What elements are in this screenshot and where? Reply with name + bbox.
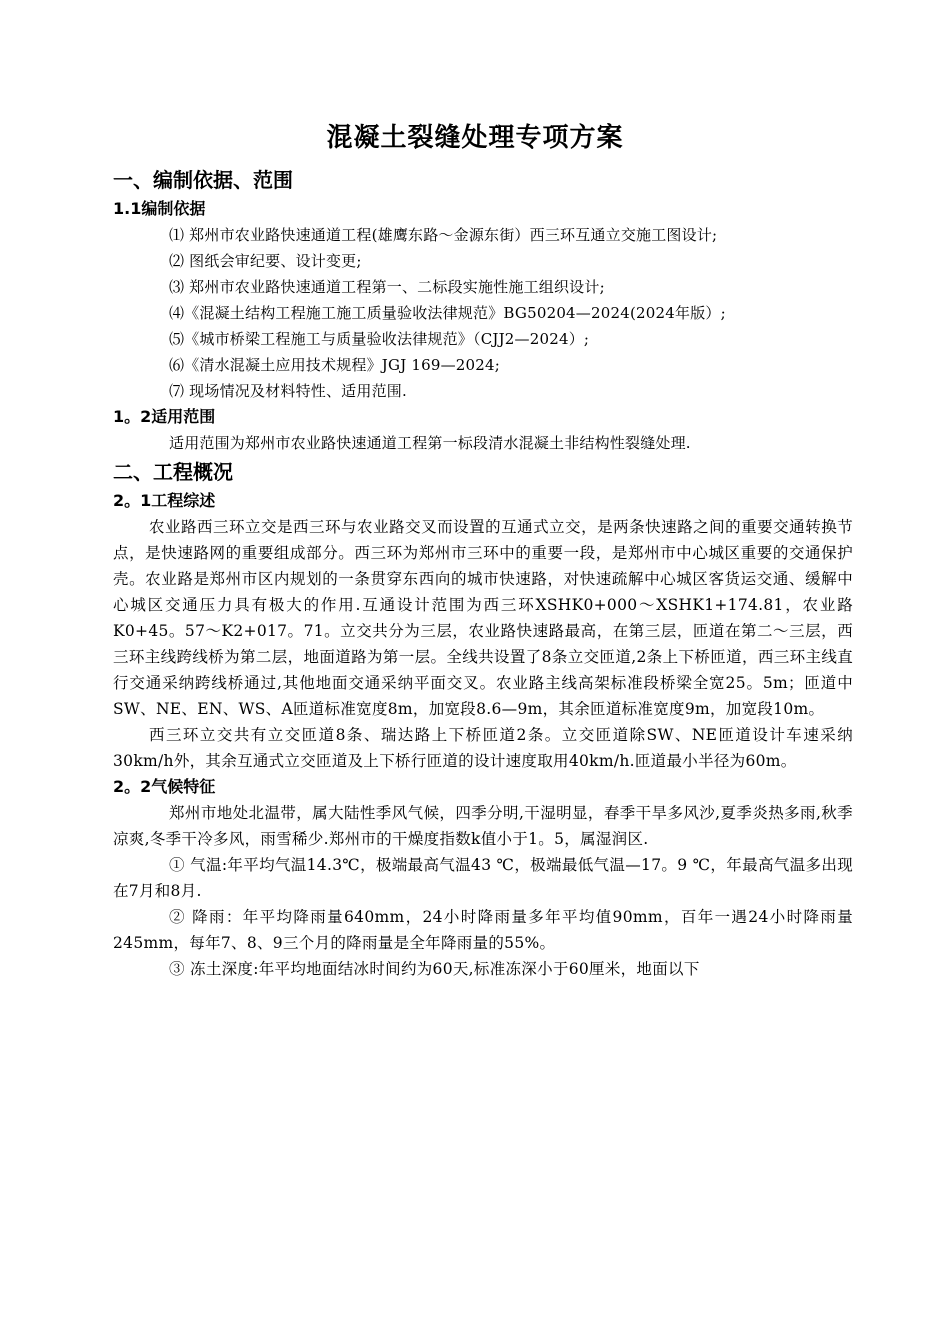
basis-item-3: ⑶ 郑州市农业路快速通道工程第一、二标段实施性施工组织设计; xyxy=(169,278,605,296)
summary-paragraph-1: 农业路西三环立交是西三环与农业路交叉而设置的互通式立交，是两条快速路之间的重要交通转换节点，是快速路网的重要组成部分。西三环为郑州市三环中的重要一段，是郑州市中心城区重要的交通保护壳。农业路是郑州市区内规划的一条贯穿东西向的城市快速路，对快速疏解中心城区客货运交通、缓解中心城区交通压力具有极大的作用.互通设计范围为西三环XSHK0+000～XSHK1+174.81，农业路K0+45。57～K2+017。71。立交共分为三层，农业路快速路最高，在第三层，匝道在第二～三层，西三环主线跨线桥为第二层，地面道路为第一层。全线共设置了8条立交匝道,2条上下桥匝道，西三环主线直行交通采纳跨线桥通过,其他地面交通采纳平面交叉。农业路主线高架标准段桥梁全宽25。5m；匝道中SW、NE、EN、WS、A匝道标准宽度8m，加宽段8.6—9m，其余匝道标准宽度9m，加宽段10m。 xyxy=(113,518,853,718)
summary-paragraph-2: 西三环立交共有立交匝道8条、瑞达路上下桥匝道2条。立交匝道除SW、NE匝道设计车速采纳30km/h外，其余互通式立交匝道及上下桥行匝道的设计速度取用40km/h.匝道最小半径为60m。 xyxy=(113,726,853,770)
subsection-heading-climate: 2。2气候特征 xyxy=(113,777,216,796)
basis-item-6: ⑹《清水混凝土应用技术规程》JGJ 169—2024; xyxy=(169,356,501,374)
climate-temperature: ① 气温:年平均气温14.3℃，极端最高气温43 ℃，极端最低气温—17。9 ℃，年最高气温多出现在7月和8月. xyxy=(113,856,853,900)
basis-item-7: ⑺ 现场情况及材料特性、适用范围. xyxy=(169,382,407,400)
basis-item-1: ⑴ 郑州市农业路快速通道工程(雄鹰东路～金源东街）西三环互通立交施工图设计; xyxy=(169,226,718,244)
basis-item-4: ⑷《混凝土结构工程施工施工质量验收法律规范》BG50204—2024(2024年版）; xyxy=(169,304,726,322)
climate-rainfall: ② 降雨：年平均降雨量640mm，24小时降雨量多年平均值90mm，百年一遇24小时降雨量245mm，每年7、8、9三个月的降雨量是全年降雨量的55%。 xyxy=(113,908,853,952)
document-title: 混凝土裂缝处理专项方案 xyxy=(326,123,624,153)
subsection-heading-basis: 1.1编制依据 xyxy=(113,199,206,218)
document-body xyxy=(113,164,853,982)
basis-item-2: ⑵ 图纸会审纪要、设计变更; xyxy=(169,252,362,270)
basis-item-5: ⑸《城市桥梁工程施工与质量验收法律规范》（CJJ2—2024）; xyxy=(169,330,590,348)
section-heading-basis: 一、编制依据、范围 xyxy=(113,168,293,192)
climate-paragraph-1: 郑州市地处北温带，属大陆性季风气候，四季分明,干湿明显，春季干旱多风沙,夏季炎热多雨,秋季凉爽,冬季干冷多风，雨雪稀少.郑州市的干燥度指数k值小于1。5，属湿润区. xyxy=(113,804,853,848)
section-heading-overview: 二、工程概况 xyxy=(113,460,233,484)
subsection-heading-summary: 2。1工程综述 xyxy=(113,491,216,510)
scope-text: 适用范围为郑州市农业路快速通道工程第一标段清水混凝土非结构性裂缝处理. xyxy=(169,434,691,452)
subsection-heading-scope: 1。2适用范围 xyxy=(113,407,216,426)
climate-frost-depth: ③ 冻土深度:年平均地面结冰时间约为60天,标准冻深小于60厘米，地面以下 xyxy=(169,960,700,978)
